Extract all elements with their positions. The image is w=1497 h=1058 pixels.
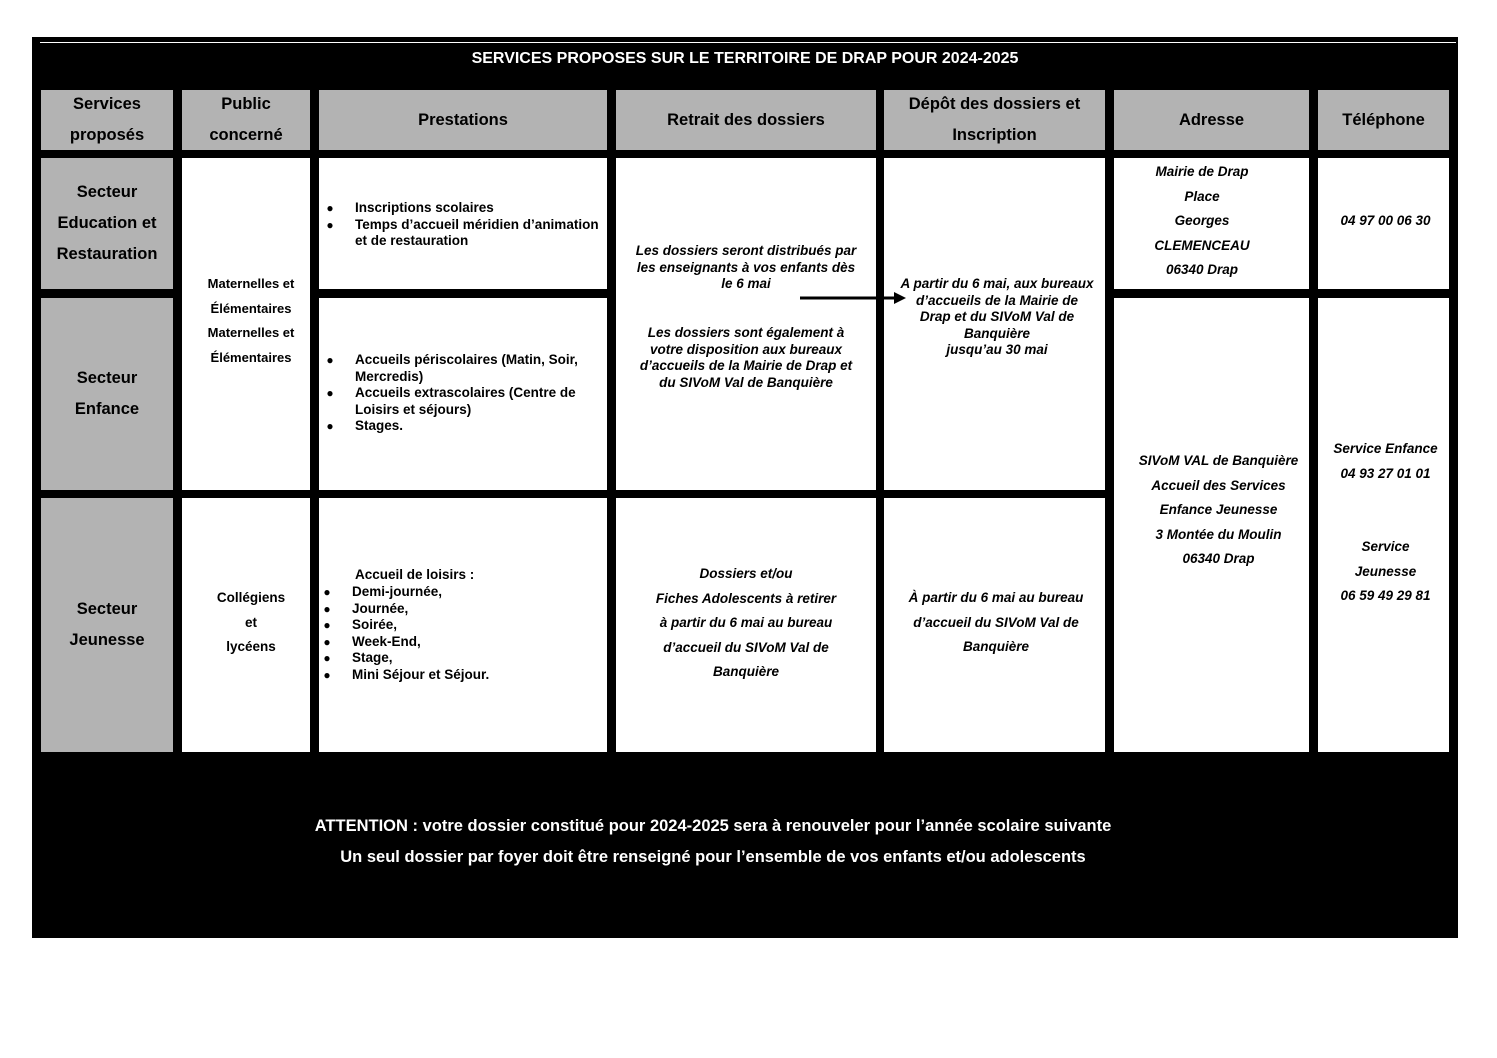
retrait-line: Fiches Adolescents à retirer	[655, 590, 837, 606]
adresse-line: SIVoM VAL de Banquière	[1138, 453, 1299, 468]
telephone-line: Service Enfance	[1333, 441, 1438, 456]
prestation-text: Temps d’accueil méridien d’animation et de restauration	[355, 216, 599, 248]
adresse-line: 3 Montée du Moulin	[1155, 526, 1282, 542]
adresse-line: CLEMENCEAU	[1154, 237, 1250, 253]
public-line: Maternelles et	[207, 276, 295, 291]
header-prestations-label: Prestations	[418, 110, 508, 129]
prestation-text: Stages.	[355, 418, 404, 433]
telephone-line: 06 59 49 29 81	[1340, 588, 1431, 603]
list-item	[322, 584, 602, 601]
public-jeunesse-text	[186, 586, 316, 660]
prestation-text: Demi-journée,	[352, 584, 443, 599]
prestation-text: Soirée,	[352, 617, 398, 632]
adresse-line: 06340 Drap	[1165, 262, 1239, 277]
bullet-dot-icon: ●	[326, 201, 334, 215]
retrait-line: d’accueil du SIVoM Val de	[663, 639, 829, 655]
header-depot	[884, 90, 1105, 150]
list-item	[325, 200, 600, 217]
retrait-text-disposition	[618, 325, 874, 391]
footer-note: Un seul dossier par foyer doit être renseigné pour l’ensemble de vos enfants et/ou adolescents	[340, 848, 1086, 866]
column-divider	[879, 88, 882, 760]
header-adresse-label: Adresse	[1178, 110, 1245, 129]
telephone-mairie: 04 97 00 06 30	[1340, 213, 1431, 228]
sector-jeunesse	[41, 498, 173, 752]
depot-line: d’accueils de la Mairie de	[915, 292, 1079, 308]
prestation-text: Accueils périscolaires (Matin, Soir, Mercredis)	[355, 352, 578, 384]
list-item	[322, 601, 602, 618]
bullet-dot-icon: ●	[323, 601, 331, 616]
retrait-line: Dossiers et/ou	[699, 566, 793, 581]
column-divider	[612, 88, 614, 760]
header-public-line2: concerné	[209, 126, 283, 144]
sector-enfance-line2: Enfance	[74, 400, 140, 418]
bullet-dot-icon: ●	[323, 667, 331, 682]
prestations-jeunesse-intro: Accueil de loisirs :	[355, 567, 475, 582]
telephone-line: Service	[1361, 539, 1410, 554]
header-services-line1: Services	[73, 95, 141, 113]
depot-line: jusqu’au 30 mai	[946, 342, 1048, 357]
telephone-line: Jeunesse	[1354, 563, 1417, 579]
adresse-line: 06340 Drap	[1182, 551, 1255, 566]
header-retrait	[616, 90, 876, 150]
adresse-line: Accueil des Services	[1151, 477, 1286, 493]
prestation-text: Inscriptions scolaires	[355, 200, 494, 215]
sector-jeunesse-line1: Secteur	[76, 600, 138, 618]
sector-education-line1: Secteur	[76, 183, 138, 201]
sector-enfance-line1: Secteur	[76, 369, 138, 387]
list-item	[325, 418, 600, 435]
list-item	[322, 634, 602, 651]
retrait-line: votre disposition aux bureaux	[649, 341, 843, 357]
adresse-line: Enfance Jeunesse	[1159, 502, 1278, 517]
list-item	[322, 617, 602, 634]
list-item	[325, 385, 600, 418]
prestations-jeunesse-list	[322, 584, 602, 683]
retrait-line: le 6 mai	[721, 276, 771, 291]
bullet-dot-icon: ●	[326, 419, 334, 433]
header-public-line1: Public	[221, 95, 271, 113]
telephone-jeunesse	[1318, 535, 1453, 609]
depot-line: Banquière	[963, 325, 1031, 341]
retrait-text-distribution	[618, 243, 874, 293]
bullet-dot-icon: ●	[323, 634, 331, 649]
retrait-line: Les dossiers sont également à	[647, 325, 845, 340]
sector-jeunesse-line2: Jeunesse	[69, 631, 145, 649]
prestation-text: Mini Séjour et Séjour.	[352, 666, 490, 682]
header-telephone	[1318, 90, 1449, 150]
header-depot-line1: Dépôt des dossiers et	[908, 95, 1081, 113]
public-line: Élémentaires	[210, 349, 292, 365]
adresse-mairie-text	[1114, 160, 1290, 283]
bullet-dot-icon: ●	[326, 217, 334, 232]
top-rule	[40, 42, 1456, 43]
telephone-cell-services	[1318, 298, 1449, 752]
retrait-line: Les dossiers seront distribués par	[635, 243, 857, 258]
list-item	[325, 352, 600, 385]
public-line: lycéens	[226, 639, 276, 654]
header-prestations	[319, 90, 607, 150]
list-item	[322, 667, 602, 684]
adresse-sivom-text	[1114, 449, 1323, 572]
prestations-enfance-list	[325, 352, 600, 435]
depot-line: A partir du 6 mai, aux bureaux	[900, 276, 1094, 291]
sector-education-line2: Education et	[57, 214, 157, 232]
header-retrait-label: Retrait des dossiers	[667, 110, 825, 129]
header-telephone-label: Téléphone	[1342, 110, 1425, 129]
retrait-line: d’accueils de la Mairie de Drap et	[639, 358, 853, 373]
sector-enfance	[41, 298, 173, 490]
depot-line: Banquière	[962, 639, 1030, 654]
public-line: Collégiens	[216, 590, 286, 605]
retrait-line: Banquière	[712, 664, 780, 679]
bullet-dot-icon: ●	[326, 353, 334, 367]
depot-line: À partir du 6 mai au bureau	[908, 590, 1084, 605]
prestation-text: Accueils extrascolaires (Centre de Loisirs et séjours)	[355, 385, 576, 417]
retrait-line: à partir du 6 mai au bureau	[659, 615, 833, 630]
prestation-text: Journée,	[352, 600, 409, 616]
depot-text-main	[886, 276, 1108, 359]
header-adresse	[1114, 90, 1309, 150]
retrait-text-jeunesse	[618, 562, 874, 685]
prestations-education-list	[325, 200, 600, 250]
header-services	[41, 90, 173, 150]
retrait-line: du SIVoM Val de Banquière	[659, 374, 833, 390]
depot-line: d’accueil du SIVoM Val de	[913, 614, 1079, 630]
footer-attention: ATTENTION : votre dossier constitué pour 2024-2025 sera à renouveler pour l’année scolaire suivante	[314, 817, 1112, 835]
list-item	[322, 650, 602, 667]
bullet-dot-icon: ●	[323, 651, 331, 665]
prestation-text: Stage,	[352, 650, 393, 665]
public-mat-elem-text	[186, 272, 316, 370]
list-item	[325, 217, 600, 250]
public-line: Élémentaires	[210, 300, 292, 316]
sector-education	[41, 158, 173, 289]
telephone-line: 04 93 27 01 01	[1340, 465, 1431, 481]
telephone-enfance	[1318, 437, 1453, 486]
header-depot-line2: Inscription	[952, 126, 1037, 144]
adresse-line: Georges	[1174, 213, 1230, 228]
adresse-line: Mairie de Drap	[1155, 164, 1249, 179]
prestation-text: Week-End,	[352, 633, 421, 649]
bullet-dot-icon: ●	[326, 386, 334, 400]
public-line: et	[244, 614, 257, 630]
adresse-line: Place	[1184, 188, 1220, 204]
retrait-cell-main	[616, 158, 876, 490]
depot-line: Drap et du SIVoM Val de	[919, 309, 1075, 324]
sector-education-line3: Restauration	[56, 245, 158, 263]
bullet-dot-icon: ●	[323, 618, 331, 632]
header-public	[182, 90, 310, 150]
page-title: SERVICES PROPOSES SUR LE TERRITOIRE DE DRAP POUR 2024-2025	[471, 50, 1019, 67]
depot-text-jeunesse	[886, 586, 1106, 660]
retrait-line: les enseignants à vos enfants dès	[636, 259, 856, 275]
public-line: Maternelles et	[207, 325, 295, 340]
header-services-line2: proposés	[69, 126, 145, 144]
bullet-dot-icon: ●	[323, 585, 331, 599]
